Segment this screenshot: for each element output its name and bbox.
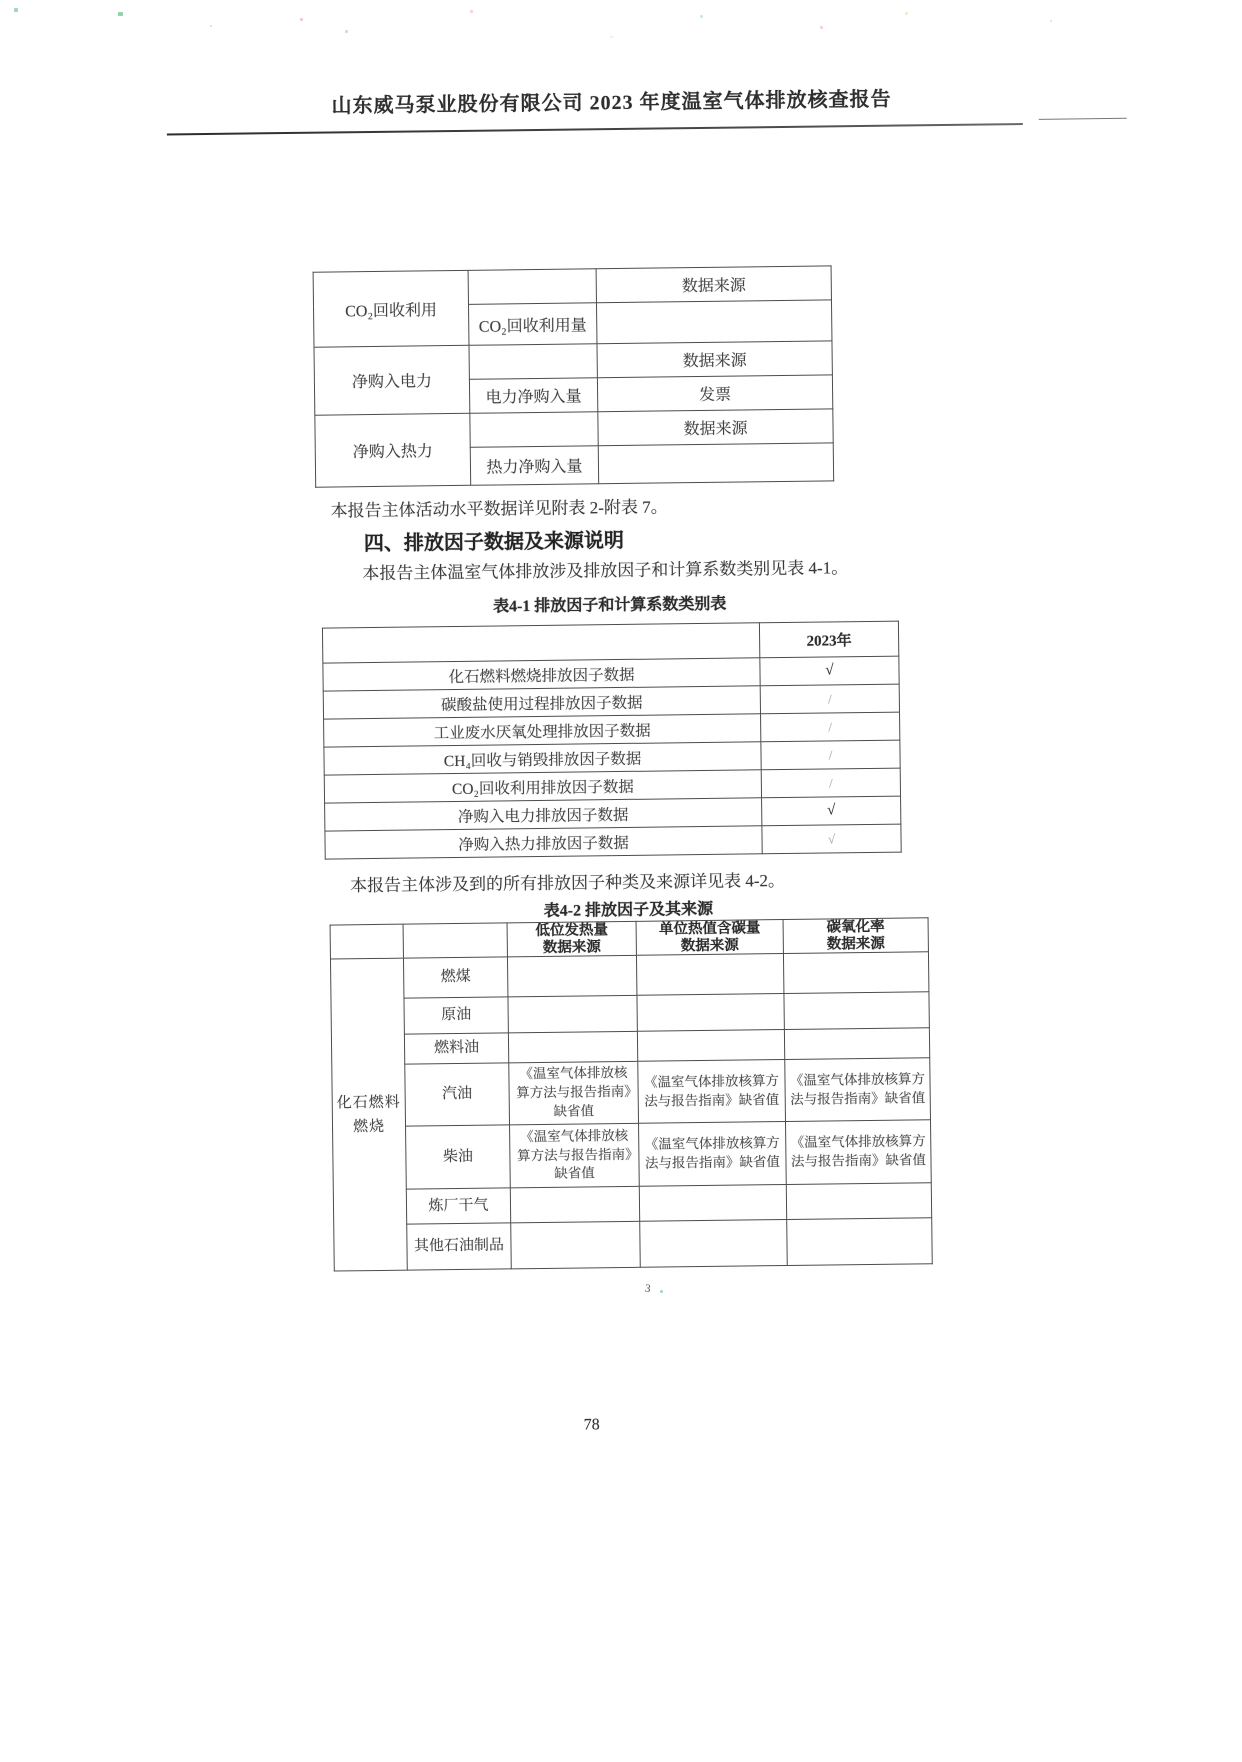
empty-header-cell	[322, 623, 759, 663]
source-cell	[640, 1220, 788, 1268]
activity-group-co2: CO₂回收利用	[313, 270, 469, 347]
scan-noise-dot	[820, 26, 823, 29]
empty-header-cell	[403, 923, 507, 959]
column-header-oxidation-rate	[783, 918, 928, 954]
header-line: 碳氧化率	[826, 918, 885, 936]
fuel-name: 炼厂干气	[406, 1188, 510, 1224]
activity-sub-co2: CO₂回收利用量	[468, 303, 596, 346]
activity-sub-heat: 热力净购入量	[470, 446, 598, 486]
check-mark: √	[762, 796, 901, 826]
document-header-title: 山东威马泵业股份有限公司 2023 年度温室气体排放核查报告	[331, 88, 892, 118]
empty-cell	[468, 269, 596, 305]
scan-noise-dot	[905, 12, 908, 15]
source-cell	[507, 956, 636, 998]
factor-label: CO₂回收利用排放因子数据	[324, 770, 761, 803]
source-cell: 《温室气体排放核算方法与报告指南》缺省值	[638, 1060, 786, 1123]
column-header-carbon-content	[636, 920, 783, 956]
source-cell: 《温室气体排放核算方法与报告指南》缺省值	[510, 1123, 640, 1188]
empty-cell	[470, 412, 598, 448]
factor-label: CH₄回收与销毁排放因子数据	[324, 742, 761, 775]
source-cell	[636, 954, 783, 996]
check-mark: √	[762, 824, 901, 854]
table-row	[332, 1058, 931, 1127]
factor-label: 碳酸盐使用过程排放因子数据	[323, 686, 760, 719]
page-number: 78	[583, 1416, 600, 1434]
table-row	[325, 824, 901, 859]
source-cell	[784, 1028, 929, 1060]
check-mark: /	[761, 768, 900, 798]
header-line: 数据来源	[542, 938, 601, 956]
header-divider	[167, 123, 1023, 135]
header-line: 数据来源	[680, 937, 739, 954]
factor-label: 净购入电力排放因子数据	[325, 798, 762, 831]
note-factor-sources: 本报告主体涉及到的所有排放因子种类及来源详见表 4-2。	[349, 870, 786, 896]
scan-noise-dot	[118, 12, 123, 16]
factor-label: 化石燃料燃烧排放因子数据	[323, 658, 760, 691]
source-cell	[783, 952, 928, 994]
source-label: 数据来源	[598, 409, 833, 446]
check-mark: /	[761, 712, 900, 742]
source-cell: 《温室气体排放核算方法与报告指南》缺省值	[785, 1058, 931, 1121]
header-line: 低位发热量	[535, 922, 608, 940]
empty-header-cell	[330, 924, 403, 959]
scan-noise-dot	[660, 1290, 663, 1293]
scan-noise-dot	[345, 30, 348, 33]
source-cell	[787, 1218, 933, 1266]
scan-noise-dot	[14, 8, 18, 12]
header-line: 单位热值含碳量	[658, 920, 761, 938]
check-mark: √	[760, 656, 899, 686]
source-cell	[510, 1186, 639, 1223]
source-cell	[637, 994, 784, 1032]
activity-group-heat: 净购入热力	[315, 413, 471, 487]
check-mark: /	[761, 740, 900, 770]
scan-noise-dot	[210, 25, 212, 27]
factor-label: 净购入热力排放因子数据	[325, 826, 762, 859]
factor-label: 工业废水厌氧处理排放因子数据	[324, 714, 761, 747]
source-cell	[508, 996, 637, 1034]
scan-noise-dot	[700, 15, 703, 18]
source-cell	[508, 1032, 637, 1064]
stray-scan-mark: 3	[644, 1282, 652, 1296]
fuel-name: 燃料油	[404, 1033, 508, 1064]
scan-noise-dot	[470, 10, 473, 13]
activity-sub-electricity: 电力净购入量	[469, 378, 597, 414]
table42-caption: 表4-2 排放因子及其来源	[543, 900, 714, 920]
fuel-group-label: 化石燃料燃烧	[330, 959, 407, 1272]
source-cell: 《温室气体排放核算方法与报告指南》缺省值	[509, 1062, 639, 1125]
fuel-name: 柴油	[406, 1125, 511, 1189]
scan-noise-dot	[300, 18, 303, 21]
table41-caption: 表4-1 排放因子和计算系数类别表	[492, 595, 727, 616]
activity-data-table	[313, 265, 835, 487]
source-label: 数据来源	[596, 266, 831, 303]
activity-group-electricity: 净购入电力	[314, 345, 470, 415]
fuel-name: 原油	[404, 997, 508, 1034]
source-value-invoice: 发票	[597, 375, 832, 412]
column-header-ncv	[507, 921, 636, 957]
note-activity-appendix: 本报告主体活动水平数据详见附表 2-附表 7。	[330, 497, 668, 521]
table-row	[334, 1218, 933, 1271]
emission-factor-source-table	[330, 917, 933, 1271]
scan-noise-dot	[1050, 20, 1052, 22]
source-value	[598, 443, 833, 484]
section-heading: 四、排放因子数据及来源说明	[363, 529, 625, 556]
source-cell	[786, 1183, 931, 1220]
fuel-name: 汽油	[405, 1063, 510, 1126]
empty-cell	[469, 344, 597, 380]
header-line: 数据来源	[826, 935, 885, 953]
check-mark: /	[760, 684, 899, 714]
source-value	[596, 300, 831, 344]
emission-factor-category-table	[322, 621, 902, 860]
fuel-name: 燃煤	[403, 957, 507, 998]
source-cell: 《温室气体排放核算方法与报告指南》缺省值	[785, 1120, 931, 1185]
year-header: 2023年	[759, 621, 898, 658]
source-cell	[511, 1221, 641, 1269]
source-cell	[639, 1185, 786, 1222]
source-label: 数据来源	[597, 341, 832, 378]
source-cell	[637, 1030, 784, 1062]
scan-noise-dot	[610, 36, 613, 38]
fuel-name: 其他石油制品	[407, 1223, 512, 1270]
header-divider-fragment	[1039, 118, 1127, 120]
source-cell: 《温室气体排放核算方法与报告指南》缺省值	[639, 1122, 787, 1187]
source-cell	[784, 992, 929, 1030]
section-intro: 本报告主体温室气体排放涉及排放因子和计算系数类别见表 4-1。	[362, 558, 849, 584]
table-row	[333, 1120, 932, 1190]
